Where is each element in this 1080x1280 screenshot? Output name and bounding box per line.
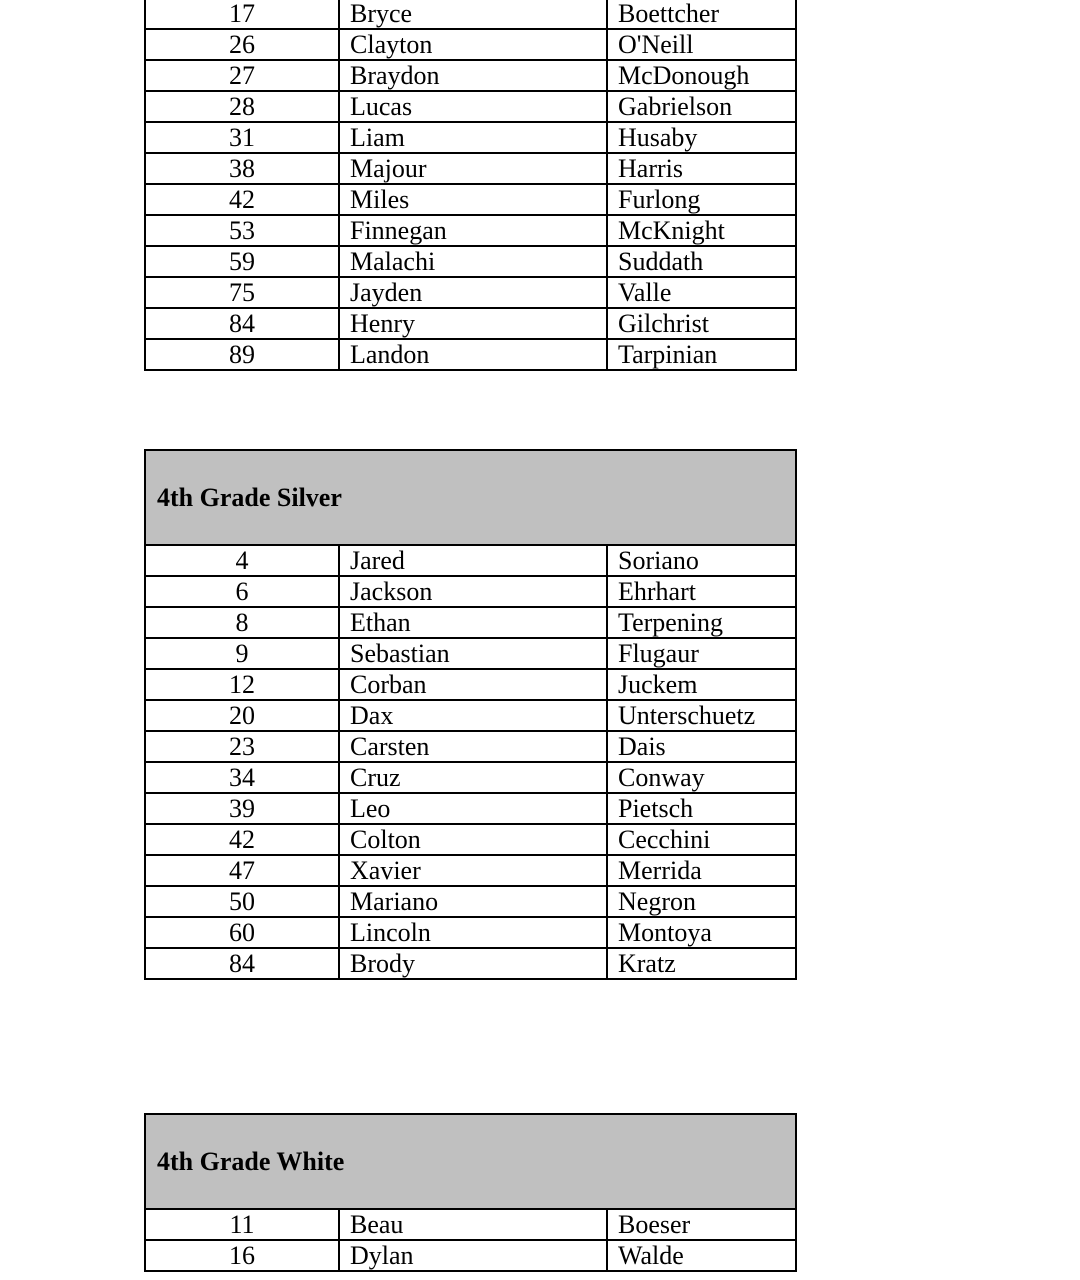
table-row: [145, 669, 796, 700]
jersey-number-cell: 84: [145, 948, 339, 979]
last-name-cell: Dais: [607, 731, 796, 762]
table-row: [145, 793, 796, 824]
last-name-cell: Terpening: [607, 607, 796, 638]
last-name-cell: Gabrielson: [607, 91, 796, 122]
jersey-number-cell: 28: [145, 91, 339, 122]
jersey-number-cell: 60: [145, 917, 339, 948]
last-name-cell: Gilchrist: [607, 308, 796, 339]
first-name-cell: Leo: [339, 793, 607, 824]
table-row: [145, 1209, 796, 1240]
jersey-number-cell: 26: [145, 29, 339, 60]
roster-table-top: [144, 0, 797, 371]
jersey-number-cell: 16: [145, 1240, 339, 1271]
table-row: [145, 917, 796, 948]
jersey-number-cell: 53: [145, 215, 339, 246]
first-name-cell: Corban: [339, 669, 607, 700]
table-row: [145, 339, 796, 370]
first-name-cell: Landon: [339, 339, 607, 370]
last-name-cell: Suddath: [607, 246, 796, 277]
jersey-number-cell: 4: [145, 545, 339, 576]
last-name-cell: Boeser: [607, 1209, 796, 1240]
last-name-cell: Walde: [607, 1240, 796, 1271]
table-row: [145, 607, 796, 638]
section-title: 4th Grade Silver: [145, 450, 796, 545]
jersey-number-cell: 38: [145, 153, 339, 184]
jersey-number-cell: 12: [145, 669, 339, 700]
jersey-number-cell: 31: [145, 122, 339, 153]
table-row: [145, 1240, 796, 1271]
first-name-cell: Malachi: [339, 246, 607, 277]
table-row: [145, 308, 796, 339]
table-row: [145, 948, 796, 979]
last-name-cell: Boettcher: [607, 0, 796, 29]
first-name-cell: Beau: [339, 1209, 607, 1240]
section-title: 4th Grade White: [145, 1114, 796, 1209]
table-row: [145, 246, 796, 277]
jersey-number-cell: 34: [145, 762, 339, 793]
first-name-cell: Xavier: [339, 855, 607, 886]
first-name-cell: Braydon: [339, 60, 607, 91]
table-row: [145, 855, 796, 886]
jersey-number-cell: 27: [145, 60, 339, 91]
table-row: [145, 122, 796, 153]
last-name-cell: Husaby: [607, 122, 796, 153]
first-name-cell: Miles: [339, 184, 607, 215]
last-name-cell: Montoya: [607, 917, 796, 948]
first-name-cell: Cruz: [339, 762, 607, 793]
first-name-cell: Jackson: [339, 576, 607, 607]
first-name-cell: Lucas: [339, 91, 607, 122]
table-row: [145, 638, 796, 669]
table-row: [145, 91, 796, 122]
last-name-cell: Soriano: [607, 545, 796, 576]
jersey-number-cell: 50: [145, 886, 339, 917]
first-name-cell: Majour: [339, 153, 607, 184]
last-name-cell: Harris: [607, 153, 796, 184]
jersey-number-cell: 84: [145, 308, 339, 339]
first-name-cell: Lincoln: [339, 917, 607, 948]
table-row: [145, 731, 796, 762]
jersey-number-cell: 59: [145, 246, 339, 277]
first-name-cell: Bryce: [339, 0, 607, 29]
table-row: [145, 545, 796, 576]
last-name-cell: Cecchini: [607, 824, 796, 855]
table-row: [145, 215, 796, 246]
section-header-row: [145, 450, 796, 545]
last-name-cell: Pietsch: [607, 793, 796, 824]
first-name-cell: Jared: [339, 545, 607, 576]
table-row: [145, 700, 796, 731]
jersey-number-cell: 17: [145, 0, 339, 29]
jersey-number-cell: 8: [145, 607, 339, 638]
jersey-number-cell: 39: [145, 793, 339, 824]
jersey-number-cell: 42: [145, 824, 339, 855]
first-name-cell: Clayton: [339, 29, 607, 60]
table-row: [145, 184, 796, 215]
first-name-cell: Ethan: [339, 607, 607, 638]
jersey-number-cell: 6: [145, 576, 339, 607]
roster-body: [145, 545, 796, 979]
last-name-cell: Merrida: [607, 855, 796, 886]
jersey-number-cell: 42: [145, 184, 339, 215]
last-name-cell: Ehrhart: [607, 576, 796, 607]
last-name-cell: Conway: [607, 762, 796, 793]
last-name-cell: McKnight: [607, 215, 796, 246]
first-name-cell: Jayden: [339, 277, 607, 308]
jersey-number-cell: 47: [145, 855, 339, 886]
table-row: [145, 576, 796, 607]
roster-body: [145, 1209, 796, 1271]
last-name-cell: Kratz: [607, 948, 796, 979]
roster-table-silver: [144, 449, 797, 980]
jersey-number-cell: 23: [145, 731, 339, 762]
roster-table-white: [144, 1113, 797, 1272]
section-header-row: [145, 1114, 796, 1209]
first-name-cell: Finnegan: [339, 215, 607, 246]
last-name-cell: Furlong: [607, 184, 796, 215]
roster-body: [145, 0, 796, 370]
table-row: [145, 153, 796, 184]
first-name-cell: Sebastian: [339, 638, 607, 669]
table-row: [145, 762, 796, 793]
last-name-cell: Unterschuetz: [607, 700, 796, 731]
table-row: [145, 886, 796, 917]
table-row: [145, 60, 796, 91]
jersey-number-cell: 11: [145, 1209, 339, 1240]
last-name-cell: Juckem: [607, 669, 796, 700]
jersey-number-cell: 20: [145, 700, 339, 731]
table-row: [145, 0, 796, 29]
first-name-cell: Henry: [339, 308, 607, 339]
table-row: [145, 29, 796, 60]
last-name-cell: Negron: [607, 886, 796, 917]
last-name-cell: O'Neill: [607, 29, 796, 60]
jersey-number-cell: 75: [145, 277, 339, 308]
first-name-cell: Carsten: [339, 731, 607, 762]
last-name-cell: Valle: [607, 277, 796, 308]
last-name-cell: Flugaur: [607, 638, 796, 669]
table-row: [145, 277, 796, 308]
last-name-cell: McDonough: [607, 60, 796, 91]
table-row: [145, 824, 796, 855]
first-name-cell: Brody: [339, 948, 607, 979]
first-name-cell: Mariano: [339, 886, 607, 917]
jersey-number-cell: 9: [145, 638, 339, 669]
first-name-cell: Dax: [339, 700, 607, 731]
first-name-cell: Dylan: [339, 1240, 607, 1271]
last-name-cell: Tarpinian: [607, 339, 796, 370]
jersey-number-cell: 89: [145, 339, 339, 370]
first-name-cell: Liam: [339, 122, 607, 153]
first-name-cell: Colton: [339, 824, 607, 855]
